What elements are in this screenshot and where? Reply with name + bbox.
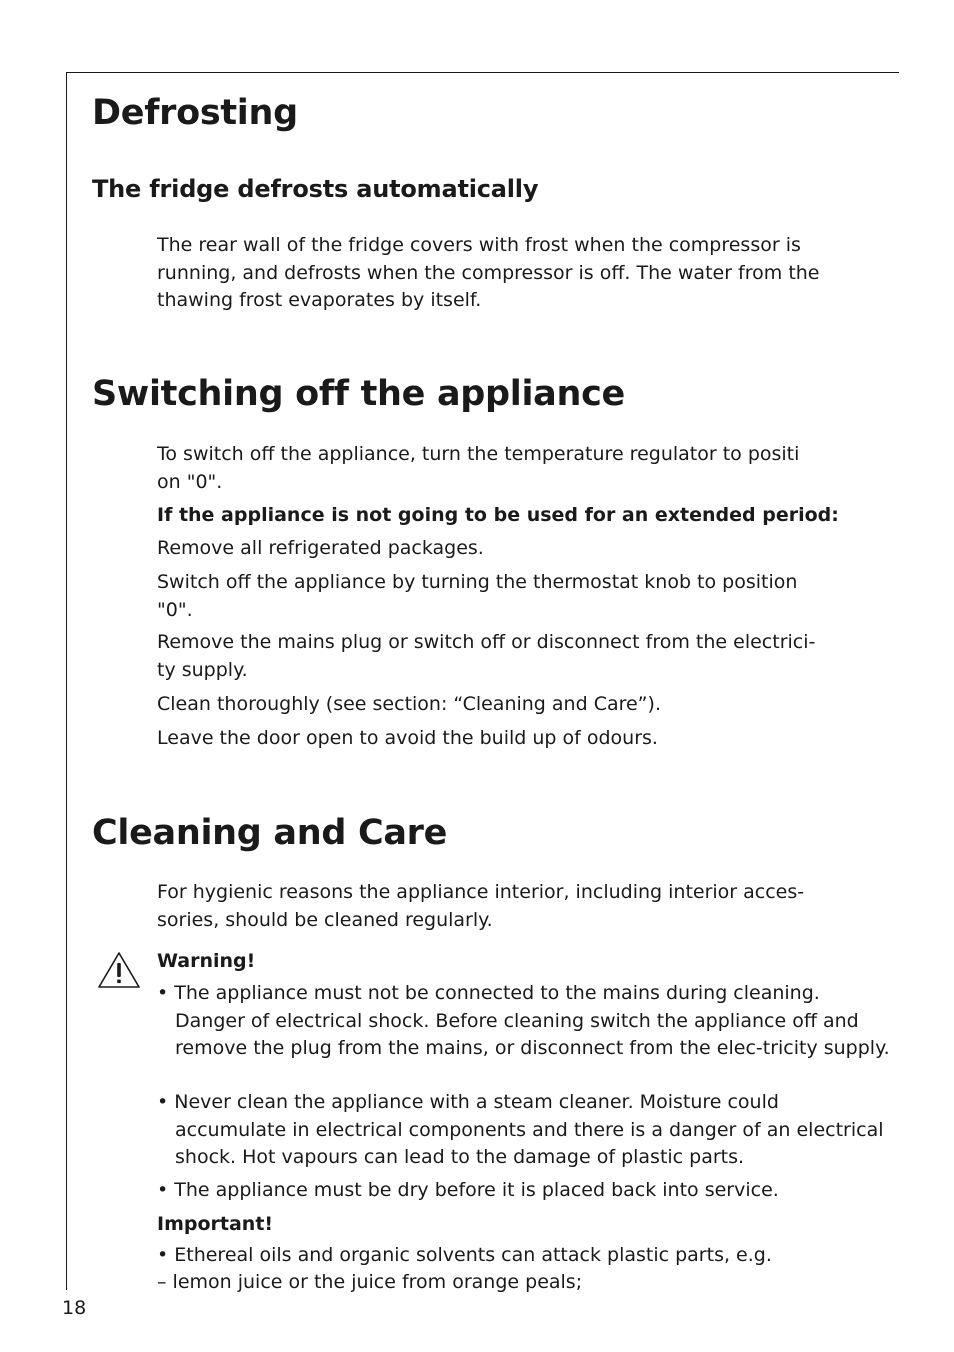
important-label: Important!	[157, 1213, 274, 1235]
left-rule	[66, 72, 67, 1290]
warning-bullet-dry: • The appliance must be dry before it is placed back into service.	[157, 1179, 779, 1201]
top-rule	[66, 72, 899, 73]
cleaning-intro: For hygienic reasons the appliance interior, including interior acces- sories, should be cleaned regularly.	[157, 881, 805, 931]
extended-period-heading: If the appliance is not going to be used for an extended period:	[157, 504, 839, 526]
important-dash-lemon: – lemon juice or the juice from orange peals;	[157, 1271, 583, 1293]
switching-off-heading: Switching off the appliance	[92, 374, 625, 414]
step-clean: Clean thoroughly (see section: “Cleaning and Care”).	[157, 693, 661, 715]
step-thermostat: Switch off the appliance by turning the thermostat knob to position "0".	[157, 571, 798, 621]
defrosting-subheading: The fridge defrosts automatically	[92, 175, 539, 203]
switching-off-intro: To switch off the appliance, turn the temperature regulator to positi on "0".	[157, 443, 800, 493]
step-door-open: Leave the door open to avoid the build up of odours.	[157, 727, 658, 749]
defrosting-body: The rear wall of the fridge covers with frost when the compressor is running, and defrosts when the compressor is off. The water from the thawing frost evaporates by itself.	[157, 234, 820, 311]
warning-label: Warning!	[157, 950, 256, 972]
warning-triangle-icon	[96, 950, 142, 990]
defrosting-heading: Defrosting	[92, 93, 298, 133]
page-number: 18	[62, 1297, 87, 1319]
warning-bullet-mains: • The appliance must not be connected to the mains during cleaning. Danger of electrical shock. Before cleaning switch the appliance off and remove the plug from the mains, or disconnect from the elec-tricity supply.	[157, 982, 890, 1059]
warning-bullet-steam: • Never clean the appliance with a steam cleaner. Moisture could accumulate in electrical components and there is a danger of an electrical shock. Hot vapours can lead to the damage of plastic parts.	[157, 1091, 884, 1168]
cleaning-heading: Cleaning and Care	[92, 813, 448, 853]
step-remove-packages: Remove all refrigerated packages.	[157, 537, 484, 559]
step-mains-plug: Remove the mains plug or switch off or disconnect from the electrici- ty supply.	[157, 631, 816, 681]
important-bullet-oils: • Ethereal oils and organic solvents can attack plastic parts, e.g.	[157, 1244, 772, 1266]
